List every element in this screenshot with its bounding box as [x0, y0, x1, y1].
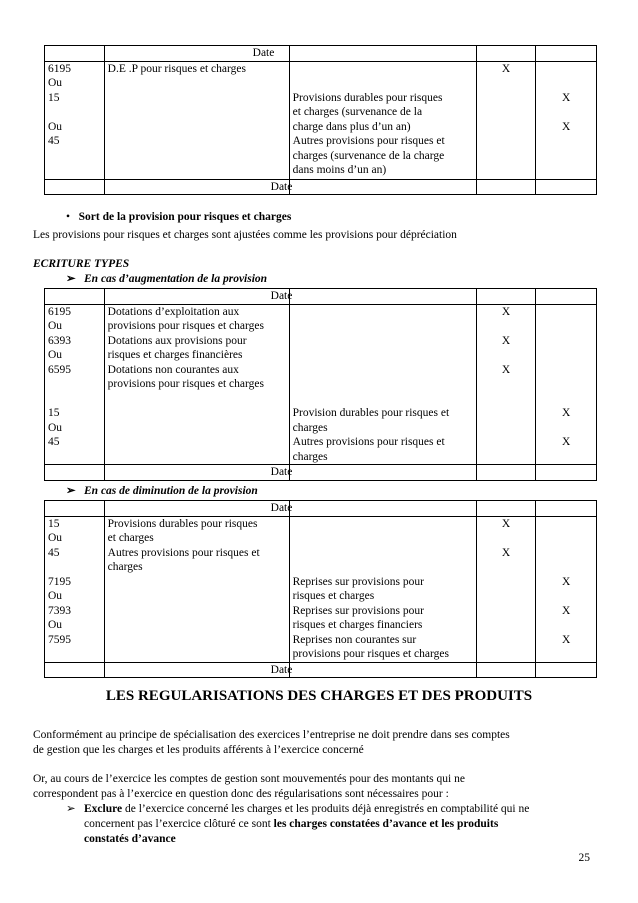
section-heading: • Sort de la provision pour risques et charges	[66, 211, 292, 223]
credit-marks: X X X	[536, 516, 597, 662]
ledger-table-1	[44, 45, 597, 195]
page-number: 25	[578, 852, 590, 864]
main-title: LES REGULARISATIONS DES CHARGES ET DES PRODUITS	[105, 688, 533, 704]
account-numbers: 6195 Ou 6393 Ou 6595 15 Ou 45	[45, 304, 105, 465]
arrow-bullet-icon: ➢	[66, 485, 76, 497]
credit-marks: X X	[536, 61, 597, 179]
arrow-bullet-icon: ➢	[66, 803, 76, 815]
ledger-table-3	[44, 500, 597, 678]
date-label: Date	[270, 180, 293, 193]
ecriture-types-heading: ECRITURE TYPES	[33, 258, 130, 270]
credit-labels: Reprises sur provisions pour risques et charges Reprises sur provisions pour risques et charges financiers Reprises non courantes sur provisions pour risques et charges	[289, 516, 476, 662]
debit-marks: X X X	[476, 304, 536, 465]
case-augmentation-heading: ➢ En cas d’augmentation de la provision	[66, 273, 268, 285]
date-label: Date	[270, 290, 293, 302]
credit-labels: Provision durables pour risques et charges Autres provisions pour risques et charges	[289, 304, 476, 465]
account-numbers: 6195 Ou 15 Ou 45	[45, 61, 105, 179]
debit-labels: Dotations d’exploitation aux provisions pour risques et charges Dotations aux provisions pour risques et charges financières Dotations non courantes aux provisions pour risques et charges	[104, 304, 289, 465]
debit-marks: X X	[476, 516, 536, 662]
date-label: Date	[270, 466, 293, 478]
credit-marks: X X	[536, 304, 597, 465]
exclure-item: ➢ Exclure de l’exercice concerné les charges et les produits déjà enregistrés en comptabilité qui ne concernent pas l’exercice clôturé ce sont les charges constatées d’avance et les produits constatés d’avance	[66, 803, 530, 845]
date-label: Date	[270, 663, 293, 676]
paragraph-regularisations: Or, au cours de l’exercice les comptes de gestion sont mouvementés pour des montants qui ne correspondent pas à l’exercice en question donc des régularisations sont nécessaires pour :	[33, 773, 465, 800]
debit-marks: X	[476, 61, 536, 179]
debit-labels: Provisions durables pour risques et charges Autres provisions pour risques et charges	[104, 516, 289, 662]
debit-label: D.E .P pour risques et charges	[104, 61, 289, 179]
section-text: Les provisions pour risques et charges sont ajustées comme les provisions pour dépréciation	[33, 229, 457, 241]
ledger-table-2	[44, 288, 597, 481]
paragraph-specialisation: Conformément au principe de spécialisation des exercices l’entreprise ne doit prendre dans ses comptes de gestion que les charges et les produits afférents à l’exercice concerné	[33, 729, 510, 756]
bullet-icon: •	[66, 211, 71, 223]
date-label: Date	[270, 502, 293, 514]
arrow-bullet-icon: ➢	[66, 273, 76, 285]
date-label: Date	[252, 47, 275, 59]
case-diminution-heading: ➢ En cas de diminution de la provision	[66, 485, 258, 497]
account-numbers: 15 Ou 45 7195 Ou 7393 Ou 7595	[45, 516, 105, 662]
credit-labels: Provisions durables pour risques et charges (survenance de la charge dans plus d’un an) Autres provisions pour risques et charges (survenance de la charge dans moins d’un an)	[289, 61, 476, 179]
